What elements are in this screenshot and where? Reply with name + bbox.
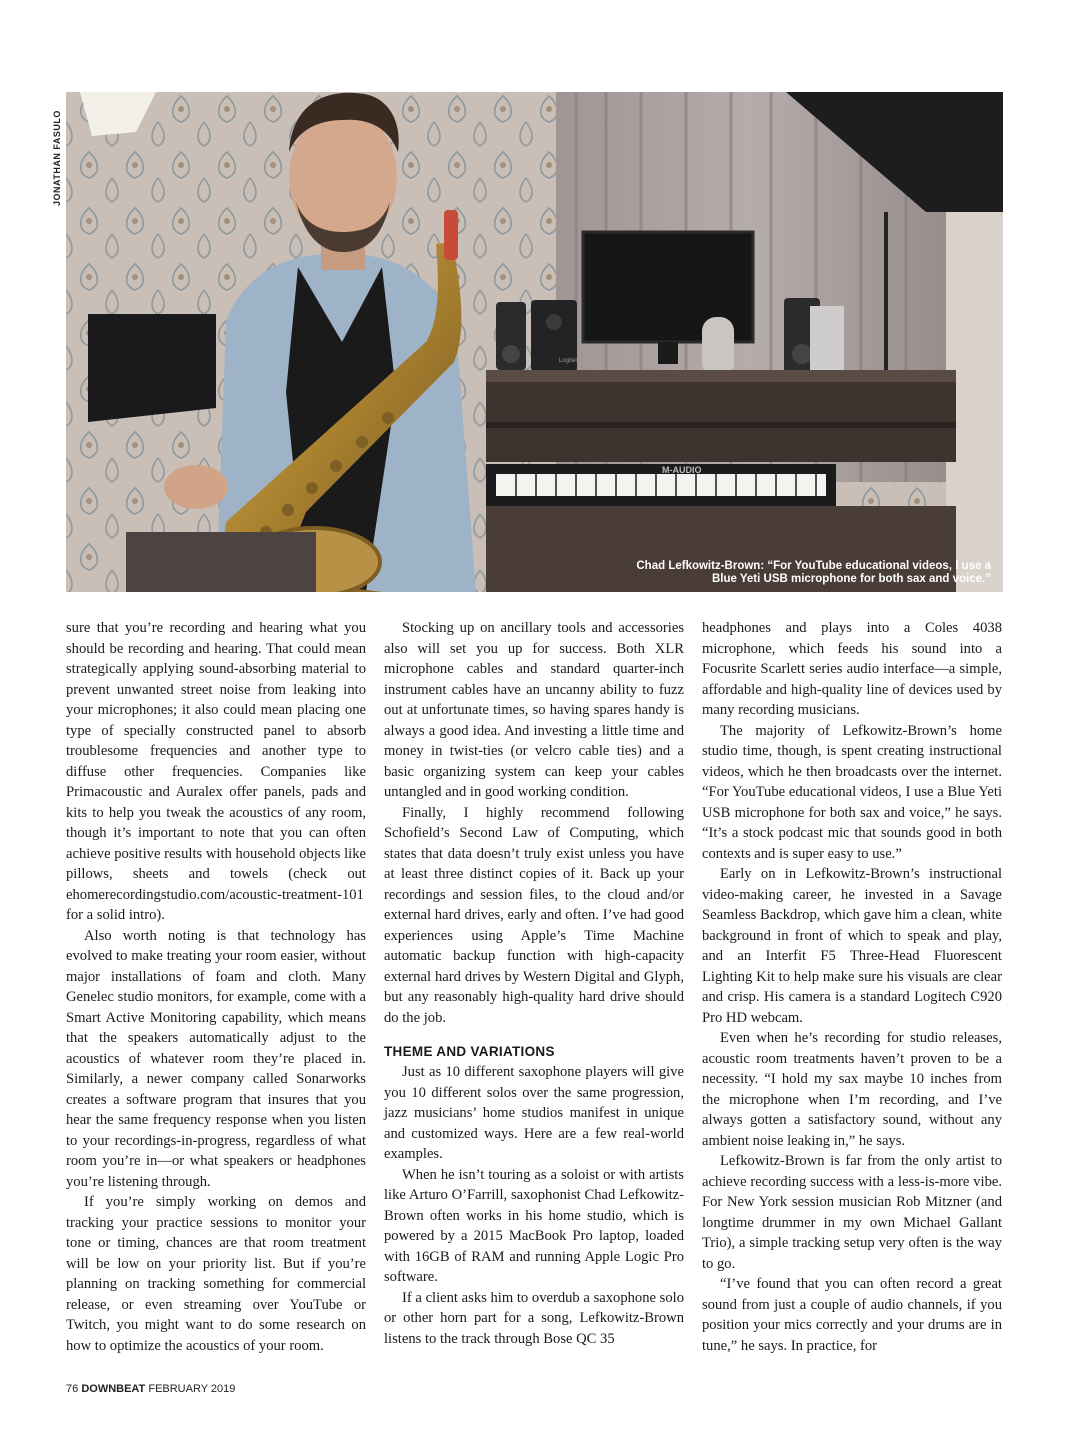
studio-photo xyxy=(66,92,1003,592)
article-column-1 xyxy=(66,618,366,1356)
photo-credit: JONATHAN FASULO xyxy=(52,110,62,206)
paragraph: Early on in Lefkowitz-Brown’s instructional video-making career, he invested in a Savage Seamless Backdrop, which gave him a clean, white background in front of which to speak and play, and an Interfit F5 Three-Head Fluorescent Lighting Kit to help make sure his visuals are clear and crisp. His camera is a standard Logitech C920 Pro HD webcam. xyxy=(702,866,1002,1026)
paragraph: When he isn’t touring as a soloist or with artists like Arturo O’Farrill, saxophonist Chad Lefkowitz-Brown often works in his home studio, which is powered by a 2015 MacBook Pro laptop, loaded with 16GB of RAM and running Apple Logic Pro software. xyxy=(384,1166,684,1285)
article-column-3 xyxy=(702,618,1002,1356)
section-heading: THEME AND VARIATIONS xyxy=(384,1044,555,1059)
paragraph: Also worth noting is that technology has evolved to make treating your room easier, without major installations of foam and cloth. Many Genelec studio monitors, for example, come with a Smart Active Monitoring capability, which means that the speakers automatically adjust to the acoustics of whatever room they’re placed in. Similarly, a newer company called Sonarworks creates a software program that insures that you hear the same frequency response when you listen to your recordings-in-progress, regardless of what room you’re in—or what speakers or headphones you’re listening through. xyxy=(66,927,366,1190)
paragraph: Stocking up on ancillary tools and accessories also will set you up for success. Both XLR microphone cables and standard quarter-inch instrument cables have an uncanny ability to fuzz out at unfortunate times, so having spares handy is always a good idea. And investing a little time and money in twist-ties (or velcro cable ties) and a basic organizing system can keep your cables untangled and in good working condition. xyxy=(384,620,684,800)
paragraph: Just as 10 different saxophone players will give you 10 different solos over the same progression, jazz musicians’ home studios manifest in unique and customized ways. Here are a few real-world examples. xyxy=(384,1064,684,1162)
article-column-2 xyxy=(384,618,684,1349)
studio-photo-illustration xyxy=(66,92,1003,592)
paragraph: The majority of Lefkowitz-Brown’s home studio time, though, is spent creating instructional videos, which he then broadcasts over the internet. “For YouTube educational videos, I use a Blue Yeti USB microphone for both sax and voice,” he says. “It’s a stock podcast mic that sounds good in both contexts and is super easy to use.” xyxy=(702,722,1002,862)
keyboard-logo-label: M-AUDIO xyxy=(662,465,702,475)
photo-caption: Chad Lefkowitz-Brown: “For YouTube educational videos, I use a Blue Yeti USB microphone for both sax and voice.” xyxy=(636,560,991,585)
paragraph: Lefkowitz-Brown is far from the only artist to achieve recording success with a less-is-more vibe. For New York session musician Rob Mitzner (and longtime drummer in my own Michael Gallant Trio), a simple tracking setup very often is the way to go. xyxy=(702,1153,1002,1272)
paragraph: If a client asks him to overdub a saxophone solo or other horn part for a song, Lefkowitz-Brown listens to the track through Bose QC 35 xyxy=(384,1289,684,1347)
issue-date: FEBRUARY 2019 xyxy=(148,1383,236,1395)
paragraph: Finally, I highly recommend following Schofield’s Second Law of Computing, which states that data doesn’t truly exist unless you have at least three distinct copies of it. Back up your recordings and session files, to the cloud and/or external hard drives, early and often. I’ve had good experiences using Apple’s Time Machine automatic backup function with high-capacity external hard drives by Western Digital and Glyph, but any reasonably high-quality hard drive should do the job. xyxy=(384,804,684,1026)
paragraph: Even when he’s recording for studio releases, acoustic room treatments haven’t proven to be a necessity. “I hold my sax maybe 10 inches from the microphone when I’m recording, and I’ve always gotten a satisfactory sound, without any ambient noise leaking in,” he says. xyxy=(702,1030,1002,1149)
paragraph: sure that you’re recording and hearing what you should be recording and hearing. That could mean strategically applying sound-absorbing material to prevent unwanted street noise from leaking into your microphones; it also could mean placing one type of specially constructed panel to absorb troublesome frequencies and another type to diffuse other frequencies. Companies like Primacoustic and Auralex offer panels, pads and kits to help you tweak the acoustics of any room, though it’s important to note that you can often achieve positive results with household objects like pillows, sheets and towels (check out ehomerecordingstudio.com/acoustic-treatment-101 for a solid intro). xyxy=(66,620,366,923)
page-footer xyxy=(66,1383,235,1395)
paragraph: If you’re simply working on demos and tracking your practice sessions to monitor your tone or timing, chances are that room treatment will be low on your priority list. But if you’re planning on tracking something for commercial release, or even streaming over YouTube or Twitch, you might want to do some research on how to optimize the acoustics of your room. xyxy=(66,1194,366,1354)
magazine-name: DOWNBEAT xyxy=(81,1383,146,1395)
page-number: 76 xyxy=(66,1383,79,1395)
paragraph: “I’ve found that you can often record a great sound from just a couple of audio channels, if you position your mics correctly and your drums are in tune,” he says. In practice, for xyxy=(702,1276,1002,1354)
paragraph: headphones and plays into a Coles 4038 microphone, which feeds his sound into a Focusrite Scarlett series audio interface—a simple, affordable and high-quality line of devices used by many recording musicians. xyxy=(702,620,1002,718)
speaker-logo-label: Logitech xyxy=(559,358,582,364)
